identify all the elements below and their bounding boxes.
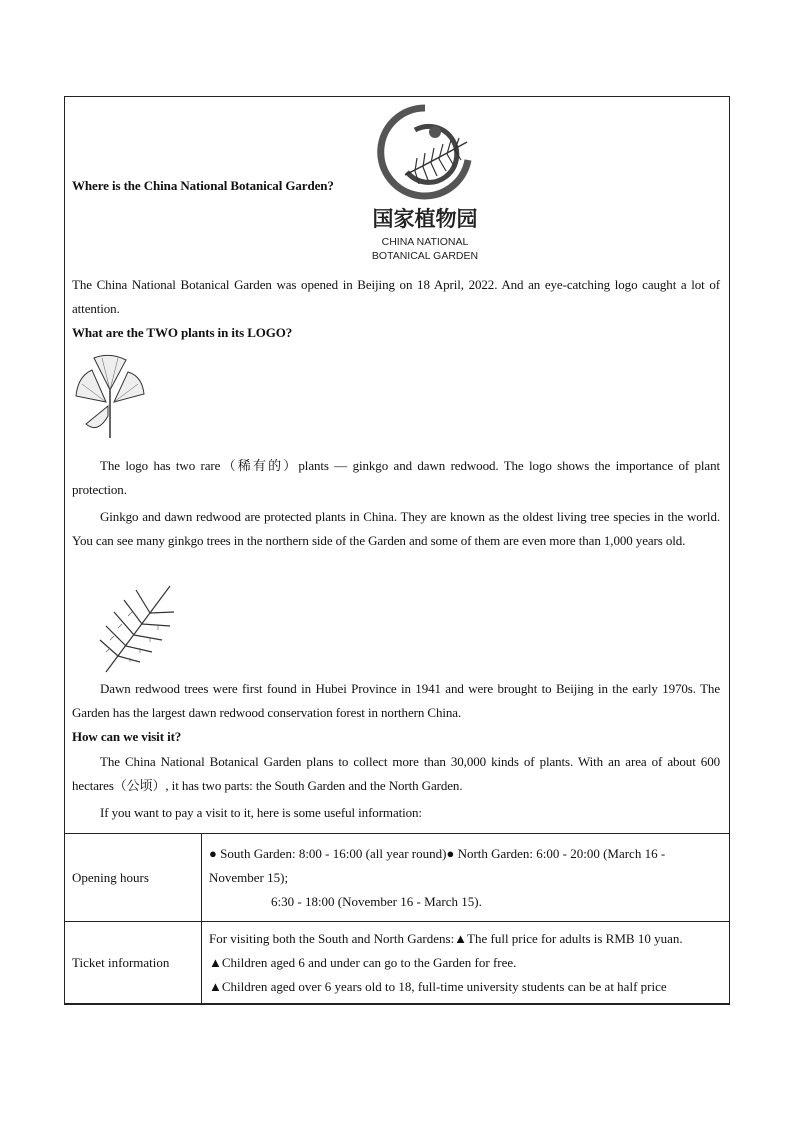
- para-rare: The logo has two rare（稀有的）plants — ginkgo and dawn redwood. The logo shows the importance of plant protection.: [72, 458, 720, 497]
- ginkgo-leaf-icon: [72, 350, 148, 440]
- opening-line2: 6:30 - 18:00 (November 16 - March 15).: [271, 893, 482, 909]
- info-table: [64, 833, 730, 1005]
- fern-circle-logo: [355, 100, 495, 265]
- logo-line2: BOTANICAL GARDEN: [371, 250, 479, 262]
- ticket-line2: ▲Children aged 6 and under can go to the Garden for free.: [209, 955, 517, 970]
- dawn-redwood-branch-icon: [96, 582, 180, 674]
- ticket-label: Ticket information: [65, 922, 202, 1005]
- table-row: [65, 834, 730, 922]
- opening-hours-cell: [202, 834, 730, 922]
- heading-plants: What are the TWO plants in its LOGO?: [72, 325, 293, 340]
- para-collect: The China National Botanical Garden plans to collect more than 30,000 kinds of plants. With an area of about 600 hectares（公顷）, it has two parts: the South Garden and the North Garden.: [72, 754, 720, 793]
- heading-where: Where is the China National Botanical Garden?: [72, 178, 334, 193]
- para-redwood: Dawn redwood trees were first found in Hubei Province in 1941 and were brought to Beijing in the early 1970s. The Garden has the largest dawn redwood conservation forest in northern China.: [72, 681, 720, 720]
- logo-seal-text: 国家植物园: [372, 207, 478, 231]
- para-info: If you want to pay a visit to it, here is some useful information:: [100, 805, 422, 820]
- ticket-line3: ▲Children aged over 6 years old to 18, full-time university students can be at half price: [209, 979, 667, 994]
- para-opened: The China National Botanical Garden was opened in Beijing on 18 April, 2022. And an eye-catching logo caught a lot of attention.: [72, 277, 720, 316]
- ticket-info-cell: [202, 922, 730, 1005]
- ticket-line1: For visiting both the South and North Gardens:▲The full price for adults is RMB 10 yuan.: [209, 931, 683, 946]
- para-ginkgo: Ginkgo and dawn redwood are protected plants in China. They are known as the oldest living tree species in the world. You can see many ginkgo trees in the northern side of the Garden and some of them are even more than 1,000 years old.: [72, 509, 720, 548]
- logo-line1: CHINA NATIONAL: [381, 236, 469, 248]
- opening-line1: ● South Garden: 8:00 - 16:00 (all year round)● North Garden: 6:00 - 20:00 (March 16 - November 15);: [209, 845, 666, 885]
- heading-visit: How can we visit it?: [72, 729, 182, 744]
- table-row: [65, 922, 730, 1005]
- opening-label: Opening hours: [65, 834, 202, 922]
